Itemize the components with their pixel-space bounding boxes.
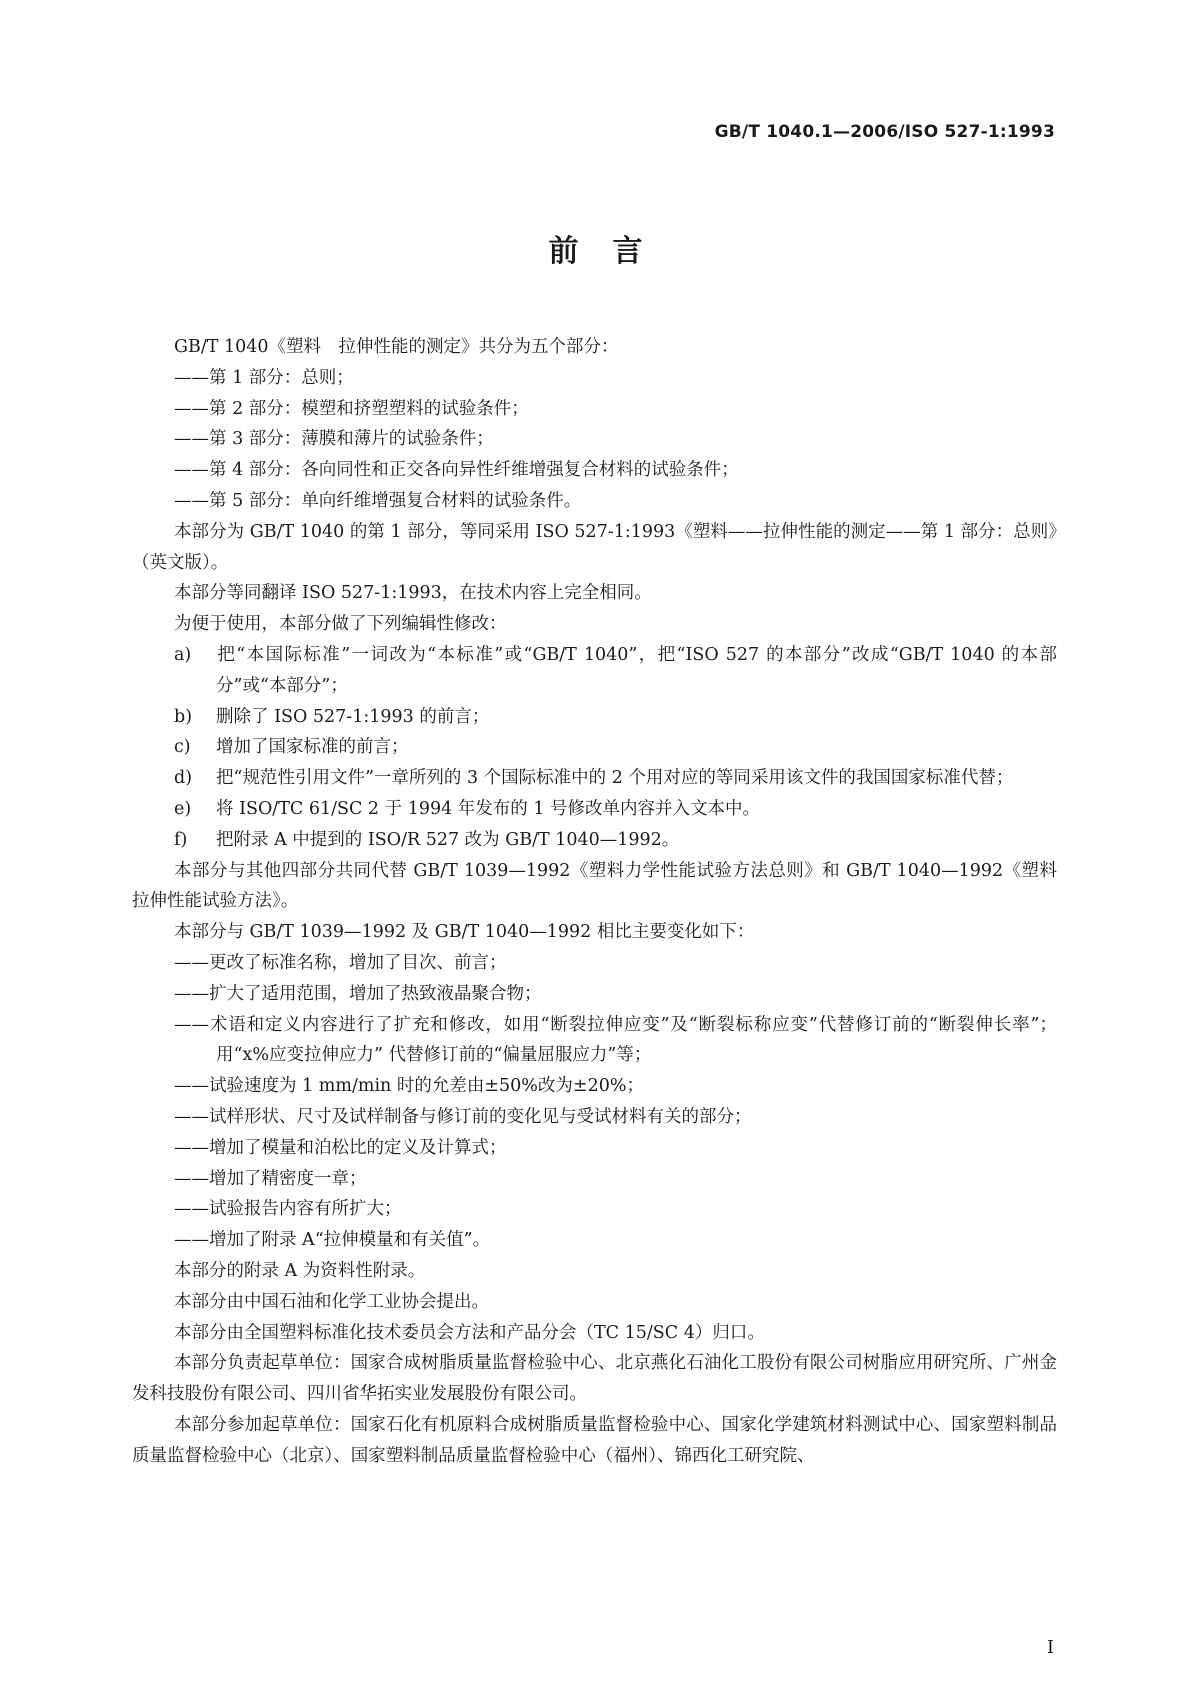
paragraph: 本部分的附录 A 为资料性附录。 <box>174 1260 426 1281</box>
document-body <box>132 332 1057 1471</box>
list-item <box>132 732 1057 763</box>
list-item <box>132 640 1057 702</box>
paragraph: 本部分由中国石油和化学工业协会提出。 <box>174 1291 489 1312</box>
dash-item: ——试验报告内容有所扩大； <box>174 1199 402 1220</box>
paragraph: 本部分为 GB/T 1040 的第 1 部分，等同采用 ISO 527-1:1993《塑料——拉伸性能的测定——第 1 部分：总则》（英文版）。 <box>132 521 1057 573</box>
paragraph: 本部分与 GB/T 1039—1992 及 GB/T 1040—1992 相比主要变化如下： <box>174 922 755 943</box>
paragraph: 本部分等同翻译 ISO 527-1:1993，在技术内容上完全相同。 <box>174 583 652 604</box>
standard-code-header: GB/T 1040.1—2006/ISO 527-1:1993 <box>714 122 1055 142</box>
dash-item: ——第 2 部分：模塑和挤塑塑料的试验条件； <box>174 398 529 419</box>
list-item-text: 把附录 A 中提到的 ISO/R 527 改为 GB/T 1040—1992。 <box>216 829 680 850</box>
dash-item: ——术语和定义内容进行了扩充和修改，如用“断裂拉伸应变”及“断裂标称应变”代替修订前的“断裂伸长率”；用“x%应变拉伸应力” 代替修订前的“偏量屈服应力”等； <box>174 1014 1057 1066</box>
paragraph: 本部分负责起草单位：国家合成树脂质量监督检验中心、北京燕化石油化工股份有限公司树脂应用研究所、广州金发科技股份有限公司、四川省华拓实业发展股份有限公司。 <box>132 1353 1057 1405</box>
dash-item: ——增加了模量和泊松比的定义及计算式； <box>174 1137 507 1158</box>
list-item-label: f) <box>174 829 188 850</box>
dash-item: ——增加了附录 A“拉伸模量和有关值”。 <box>174 1230 491 1251</box>
list-item-text: 删除了 ISO 527-1:1993 的前言； <box>216 706 490 727</box>
list-item <box>132 763 1057 794</box>
list-item <box>132 794 1057 825</box>
paragraph: 本部分由全国塑料标准化技术委员会方法和产品分会（TC 15/SC 4）归口。 <box>174 1322 765 1343</box>
paragraph: 本部分参加起草单位：国家石化有机原料合成树脂质量监督检验中心、国家化学建筑材料测试中心、国家塑料制品质量监督检验中心（北京）、国家塑料制品质量监督检验中心（福州）、锦西化工研究院、 <box>132 1414 1057 1466</box>
dash-item: ——第 5 部分：单向纤维增强复合材料的试验条件。 <box>174 490 582 511</box>
dash-item: ——第 3 部分：薄膜和薄片的试验条件； <box>174 429 494 450</box>
list-item-label: c) <box>174 737 191 758</box>
list-item-label: d) <box>174 768 193 789</box>
dash-item: ——增加了精密度一章； <box>174 1168 367 1189</box>
dash-item: ——扩大了适用范围，增加了热致液晶聚合物； <box>174 983 542 1004</box>
list-item-text: 把“本国际标准”一词改为“本标准”或“GB/T 1040”，把“ISO 527 的本部分”改成“GB/T 1040 的本部分”或“本部分”； <box>216 644 1057 696</box>
paragraph: 为便于使用，本部分做了下列编辑性修改： <box>174 614 507 635</box>
list-item-label: b) <box>174 706 193 727</box>
list-item-text: 增加了国家标准的前言； <box>216 737 409 758</box>
paragraph: GB/T 1040《塑料 拉伸性能的测定》共分为五个部分： <box>174 337 619 357</box>
list-item <box>132 825 1057 856</box>
page-number: I <box>1046 1637 1054 1658</box>
list-item-text: 将 ISO/TC 61/SC 2 于 1994 年发布的 1 号修改单内容并入文本中。 <box>216 798 761 819</box>
dash-item: ——更改了标准名称，增加了目次、前言； <box>174 952 507 973</box>
dash-item: ——试验速度为 1 mm/min 时的允差由±50%改为±20%； <box>174 1076 644 1097</box>
dash-item: ——第 4 部分：各向同性和正交各向异性纤维增强复合材料的试验条件； <box>174 460 739 481</box>
list-item <box>132 702 1057 733</box>
paragraph: 本部分与其他四部分共同代替 GB/T 1039—1992《塑料力学性能试验方法总则》和 GB/T 1040—1992《塑料拉伸性能试验方法》。 <box>132 860 1057 912</box>
dash-item: ——第 1 部分：总则； <box>174 367 354 388</box>
list-item-label: e) <box>174 798 192 819</box>
page-title: 前言 <box>548 234 677 269</box>
list-item-text: 把“规范性引用文件”一章所列的 3 个国际标准中的 2 个用对应的等同采用该文件的我国国家标准代替； <box>216 768 1014 789</box>
list-item-label: a) <box>174 644 192 665</box>
dash-item: ——试样形状、尺寸及试样制备与修订前的变化见与受试材料有关的部分； <box>174 1106 752 1127</box>
